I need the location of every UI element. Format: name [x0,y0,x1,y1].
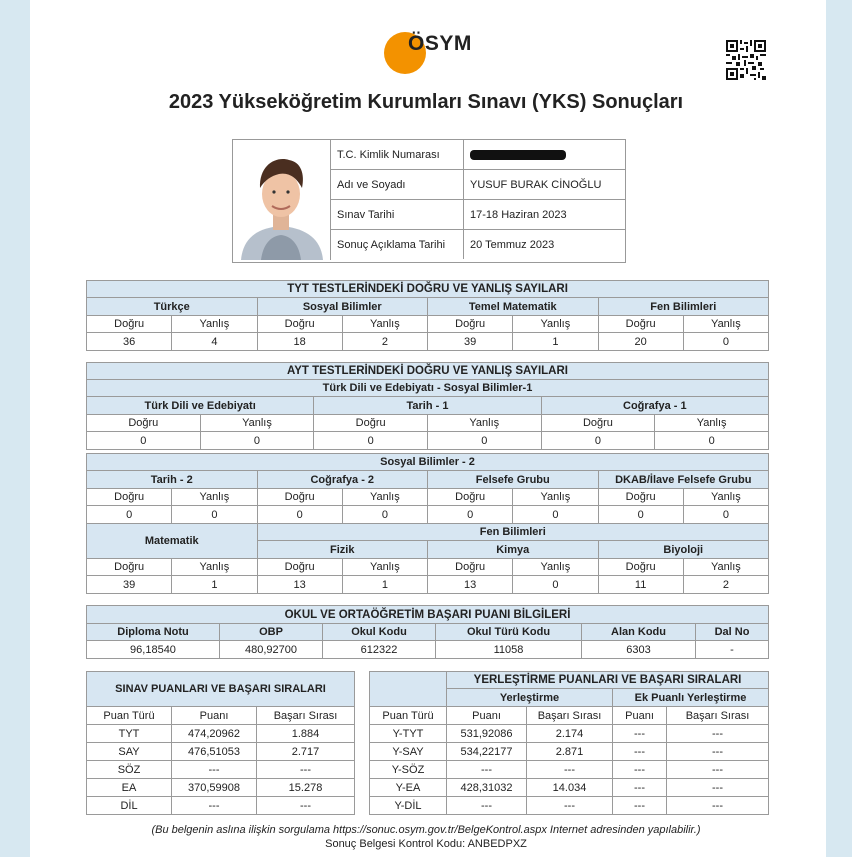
cell-value: 96,18540 [87,641,220,659]
cell-value: DİL [87,797,172,815]
test-name: Temel Matematik [428,298,599,316]
column-header: Puan Türü [87,707,172,725]
cell-value: --- [257,761,355,779]
placement-scores-table [369,671,769,815]
result-date-label: Sonuç Açıklama Tarihi [331,230,464,260]
cell-value: 2 [342,333,427,351]
column-header: Doğru [87,316,172,333]
table-row [370,672,769,689]
cell-value: 428,31032 [447,779,527,797]
school-info-title: OKUL VE ORTAÖĞRETİM BAŞARI PUANI BİLGİLERİ [87,606,769,624]
table-row [87,471,769,489]
table-row [87,333,769,351]
cell-value: 1 [342,576,427,594]
cell-value: --- [613,779,667,797]
column-header: Yanlış [513,559,598,576]
cell-value: --- [172,761,257,779]
personal-info-table [331,140,625,259]
table-row [370,779,769,797]
table-row [87,415,769,432]
column-header: Yanlış [342,489,427,506]
table-row [87,797,355,815]
tyt-title: TYT TESTLERİNDEKİ DOĞRU VE YANLIŞ SAYILARI [87,281,769,298]
cell-value: 13 [257,576,342,594]
cell-value: Y-EA [370,779,447,797]
personal-info [232,139,626,263]
cell-value: --- [613,743,667,761]
table-row [87,576,769,594]
cell-value: 474,20962 [172,725,257,743]
table-row [370,743,769,761]
cell-value: 39 [87,576,172,594]
table-row [331,200,625,230]
test-name: Sosyal Bilimler [257,298,428,316]
table-row [87,380,769,397]
cell-value: --- [667,761,769,779]
cell-value: 534,22177 [447,743,527,761]
cell-value: - [696,641,769,659]
column-header: Diploma Notu [87,624,220,641]
cell-value: TYT [87,725,172,743]
table-row [87,743,355,761]
test-name: Tarih - 1 [314,397,541,415]
cell-value: 0 [427,432,541,450]
column-header: Yanlış [427,415,541,432]
column-header: Yanlış [172,316,257,333]
table-row [331,170,625,200]
ayt-table-2 [86,453,769,594]
cell-value: --- [613,725,667,743]
test-name: Tarih - 2 [87,471,258,489]
cell-value: 0 [513,506,598,524]
exam-scores-table [86,671,355,815]
table-row [87,363,769,380]
column-header: Yanlış [342,316,427,333]
cell-value: 0 [655,432,769,450]
column-header: Yanlış [200,415,314,432]
student-photo [233,140,331,260]
cell-value: --- [527,797,613,815]
cell-value: --- [447,761,527,779]
cell-value: 0 [598,506,683,524]
cell-value: 0 [342,506,427,524]
column-header: Okul Türü Kodu [436,624,582,641]
column-header: Puan Türü [370,707,447,725]
table-row [87,524,769,541]
cell-value: --- [172,797,257,815]
column-header: Doğru [598,316,683,333]
cell-value: --- [447,797,527,815]
table-row [87,489,769,506]
column-header: Doğru [428,489,513,506]
table-row [87,624,769,641]
id-number-value [464,140,626,170]
column-header: Puanı [172,707,257,725]
table-row [370,761,769,779]
cell-value: 20 [598,333,683,351]
cell-value: --- [257,797,355,815]
test-name: Biyoloji [598,541,769,559]
cell-value: SÖZ [87,761,172,779]
column-header: Doğru [257,559,342,576]
table-row [87,641,769,659]
placement-sub-title: Yerleştirme [447,689,613,707]
column-header: Alan Kodu [582,624,696,641]
column-header: Yanlış [513,316,598,333]
column-header: Doğru [87,489,172,506]
table-row [87,454,769,471]
table-row [87,432,769,450]
exam-date-value: 17-18 Haziran 2023 [464,200,626,230]
column-header: Doğru [428,316,513,333]
column-header: Doğru [257,489,342,506]
cell-value: 13 [428,576,513,594]
bonus-placement-sub-title: Ek Puanlı Yerleştirme [613,689,769,707]
table-row [370,725,769,743]
column-header: Yanlış [172,489,257,506]
cell-value: SAY [87,743,172,761]
qr-code-icon [726,40,766,80]
column-header: Başarı Sırası [527,707,613,725]
cell-value: 4 [172,333,257,351]
test-name: Türk Dili ve Edebiyatı [87,397,314,415]
cell-value: 11 [598,576,683,594]
cell-value: 1 [513,333,598,351]
table-row [87,606,769,624]
cell-value: Y-DİL [370,797,447,815]
ayt-group2-title: Sosyal Bilimler - 2 [87,454,769,471]
cell-value: --- [667,779,769,797]
column-header: Yanlış [683,489,768,506]
cell-value: 0 [87,506,172,524]
test-name: Felsefe Grubu [428,471,599,489]
column-header: Yanlış [683,559,768,576]
column-header: Okul Kodu [323,624,436,641]
column-header: Doğru [428,559,513,576]
ayt-table [86,362,769,450]
cell-value: Y-TYT [370,725,447,743]
ayt-title: AYT TESTLERİNDEKİ DOĞRU VE YANLIŞ SAYILARI [87,363,769,380]
cell-value: 1 [172,576,257,594]
cell-value: 2.871 [527,743,613,761]
column-header: OBP [220,624,323,641]
column-header: Yanlış [513,489,598,506]
math-title: Matematik [87,524,258,559]
name-label: Adı ve Soyadı [331,170,464,200]
cell-value: --- [667,797,769,815]
cell-value: 1.884 [257,725,355,743]
cell-value: 36 [87,333,172,351]
cell-value: 11058 [436,641,582,659]
table-row [87,672,355,707]
cell-value: 0 [428,506,513,524]
table-row [87,281,769,298]
cell-value: 476,51053 [172,743,257,761]
exam-scores-title: SINAV PUANLARI VE BAŞARI SIRALARI [87,672,355,707]
cell-value: 0 [257,506,342,524]
table-row [87,761,355,779]
table-row [87,506,769,524]
cell-value: Y-SÖZ [370,761,447,779]
cell-value: 0 [683,506,768,524]
column-header: Başarı Sırası [667,707,769,725]
table-row [87,707,355,725]
verification-note: (Bu belgenin aslına ilişkin sorgulama https://sonuc.osym.gov.tr/BelgeKontrol.aspx Internet adresinden yapılabilir.) [151,824,701,836]
column-header: Doğru [257,316,342,333]
table-row [331,140,625,170]
cell-value: EA [87,779,172,797]
cell-value: --- [667,743,769,761]
cell-value: 6303 [582,641,696,659]
cell-value: --- [613,797,667,815]
column-header: Doğru [598,489,683,506]
cell-value: 0 [314,432,428,450]
cell-value: 0 [513,576,598,594]
cell-value: 612322 [323,641,436,659]
column-header: Doğru [87,559,172,576]
table-row [87,397,769,415]
osym-logo [384,30,474,76]
cell-value: 2 [683,576,768,594]
column-header: Doğru [541,415,655,432]
cell-value: 15.278 [257,779,355,797]
table-row [370,797,769,815]
cell-value: --- [667,725,769,743]
cell-value: 531,92086 [447,725,527,743]
name-value: YUSUF BURAK CİNOĞLU [464,170,626,200]
cell-value: 480,92700 [220,641,323,659]
cell-value: 14.034 [527,779,613,797]
cell-value: 0 [683,333,768,351]
placement-scores-title: YERLEŞTİRME PUANLARI VE BAŞARI SIRALARI [447,672,769,689]
cell-value: 2.174 [527,725,613,743]
exam-date-label: Sınav Tarihi [331,200,464,230]
column-header: Dal No [696,624,769,641]
table-row [370,707,769,725]
cell-value: 39 [428,333,513,351]
column-header: Yanlış [655,415,769,432]
control-code: Sonuç Belgesi Kontrol Kodu: ANBEDPXZ [325,838,527,850]
cell-value: 0 [172,506,257,524]
blank-header [370,672,447,707]
table-row [87,559,769,576]
test-name: Türkçe [87,298,258,316]
tyt-table [86,280,769,351]
cell-value: --- [527,761,613,779]
id-number-label: T.C. Kimlik Numarası [331,140,464,170]
test-name: Coğrafya - 2 [257,471,428,489]
redaction-mark [470,150,566,160]
test-name: Fizik [257,541,428,559]
cell-value: 0 [541,432,655,450]
cell-value: 0 [200,432,314,450]
cell-value: --- [613,761,667,779]
test-name: Fen Bilimleri [598,298,769,316]
column-header: Doğru [314,415,428,432]
column-header: Yanlış [172,559,257,576]
column-header: Puanı [613,707,667,725]
page-title: 2023 Yükseköğretim Kurumları Sınavı (YKS) Sonuçları [168,91,684,113]
column-header: Doğru [87,415,201,432]
table-row [87,779,355,797]
column-header: Puanı [447,707,527,725]
cell-value: 18 [257,333,342,351]
column-header: Yanlış [342,559,427,576]
test-name: Coğrafya - 1 [541,397,768,415]
school-info-table [86,605,769,659]
fen-title: Fen Bilimleri [257,524,769,541]
column-header: Doğru [598,559,683,576]
test-name: Kimya [428,541,599,559]
table-row [87,316,769,333]
logo-text: ÖSYM [408,32,472,55]
table-row [331,230,625,260]
column-header: Yanlış [683,316,768,333]
cell-value: Y-SAY [370,743,447,761]
table-row [87,725,355,743]
cell-value: 0 [87,432,201,450]
test-name: DKAB/İlave Felsefe Grubu [598,471,769,489]
table-row [87,298,769,316]
cell-value: 2.717 [257,743,355,761]
cell-value: 370,59908 [172,779,257,797]
column-header: Başarı Sırası [257,707,355,725]
ayt-group1-title: Türk Dili ve Edebiyatı - Sosyal Bilimler-1 [87,380,769,397]
result-date-value: 20 Temmuz 2023 [464,230,626,260]
